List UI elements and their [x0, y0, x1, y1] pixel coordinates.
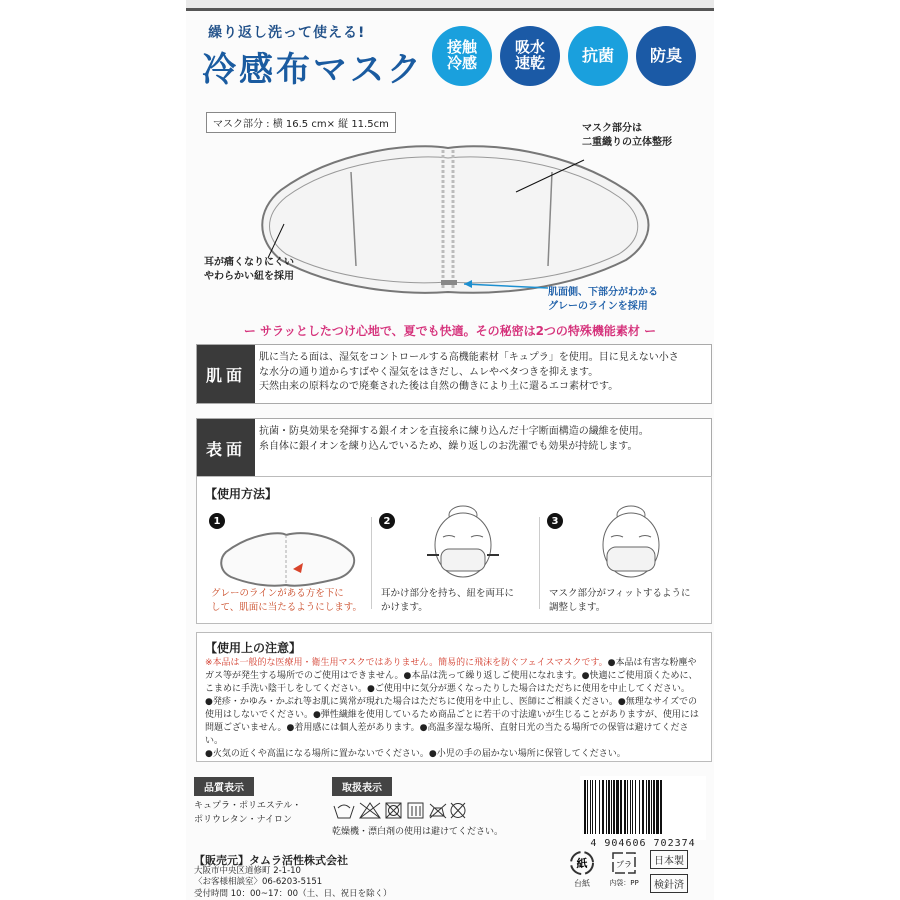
badge-label: 接触 冷感: [446, 38, 477, 72]
usage-section: [196, 476, 712, 624]
note-line: マスク部分は: [582, 123, 642, 134]
gray-line-marker: [441, 280, 457, 285]
barcode-bar: [587, 780, 588, 834]
no-bleach-icon: [360, 803, 380, 818]
barcode-bar: [608, 780, 610, 834]
caution-line: 問題ございません。●着用感には個人差があります。●高温多湿な場所、直射日光の当たる場所での保管は避けてください。: [205, 723, 689, 747]
seller-info: [194, 866, 392, 900]
feature-line: 天然由来の原料なので廃棄された後は自然の働きにより土に還るエコ素材です。: [259, 381, 619, 392]
feature-line: 抗菌・防臭効果を発揮する銀イオンを直接糸に練り込んだ十字断面構造の繊維を使用。: [259, 426, 649, 437]
face-with-mask-icon: [571, 501, 691, 581]
note-line: やわらかい紐を採用: [204, 271, 294, 282]
barcode-bar: [648, 780, 650, 834]
feature-text: [259, 425, 705, 454]
feature-line: 肌に当たる面は、湿気をコントロールする高機能素材「キュプラ」を使用。目に見えない小さ: [259, 352, 679, 363]
step-number: 1: [209, 513, 225, 529]
note-strap: [204, 256, 294, 284]
barcode-bar: [632, 780, 633, 834]
face-with-mask-icon: [403, 501, 523, 581]
note-line: 耳が痛くなりにくい: [204, 257, 294, 268]
mask-small-icon: [211, 527, 361, 587]
badge-quick-dry: [500, 26, 560, 86]
seller-line: 大阪市中央区道修町 2-1-10: [194, 866, 301, 876]
product-title: 冷感布マスク: [202, 50, 424, 90]
top-bar-line: [186, 8, 714, 11]
usage-title: 【使用方法】: [205, 487, 278, 501]
note-structure: [582, 122, 672, 150]
note-gray-line: [548, 286, 658, 313]
quality-text: [194, 800, 301, 827]
badge-deodorant: [636, 26, 696, 86]
caution-line: 使用はしないでください。●弾性繊維を使用しているため商品ごとに若干の寸法違いが生じることがありますが、使用には: [205, 710, 699, 721]
barcode-bar: [630, 780, 631, 834]
feature-text: [259, 351, 705, 395]
step-text: [211, 587, 362, 616]
barcode-bar: [595, 780, 596, 834]
caution-line: ガス等が発生する場所でのご使用はできません。●本品は洗って繰り返しご使用になれます。●快適にご使用頂くために、: [205, 671, 698, 682]
barcode-bar: [592, 780, 593, 834]
caution-line: こまめに手洗い陰干しをしてください。●ご使用中に気分が悪くなったりした場合はただちに使用を中止してください。: [205, 684, 690, 695]
no-iron-icon: [430, 804, 446, 818]
barcode-bar: [635, 780, 636, 834]
barcode-bar: [611, 780, 612, 834]
barcode-bar: [599, 780, 600, 834]
step-number: 2: [379, 513, 395, 529]
plastic-recycle-icon: [610, 850, 638, 876]
barcode-icon: [580, 776, 706, 840]
barcode-bar: [590, 780, 591, 834]
barcode-bar: [602, 780, 604, 834]
usage-step-2: [373, 507, 537, 619]
caution-text: [205, 657, 705, 761]
badge-label: 防臭: [649, 45, 682, 65]
barcode-bar: [639, 780, 640, 834]
barcode-bar: [646, 780, 647, 834]
step-line: グレーのラインがある方を下に: [211, 588, 344, 599]
step-line: 耳かけ部分を持ち、紐を両耳に: [381, 588, 515, 599]
handling-heading: 取扱表示: [332, 777, 392, 796]
badge-antibacterial: [568, 26, 628, 86]
step-line: して、肌面に当たるようにします。: [211, 602, 363, 614]
paper-recycle-icon: [568, 850, 596, 876]
seller-heading: 【販売元】タムラ活性株式会社: [194, 854, 348, 867]
step-line: マスク部分がフィットするように: [549, 588, 691, 599]
paper-recycle-mark: [566, 850, 598, 889]
feature-label: 表面: [197, 419, 255, 477]
note-line: 二重織りの立体整形: [582, 137, 672, 148]
caution-section: [196, 632, 712, 762]
usage-step-3: [541, 507, 705, 619]
step-text: [549, 587, 690, 616]
badge-contact-cool: [432, 26, 492, 86]
paper-mark-text: 紙: [576, 857, 588, 870]
made-in-japan: 日本製: [650, 850, 688, 869]
seller-line: 〈お客様相談室〉06-6203-5151: [194, 877, 323, 888]
needle-inspected: 検針済: [650, 874, 688, 893]
line-dry-icon: [408, 803, 423, 818]
mask-outline: [262, 146, 648, 293]
caution-line: [205, 657, 705, 670]
no-dry-clean-icon: [451, 803, 465, 818]
barcode-bar: [613, 780, 615, 834]
handling-note: 乾燥機・漂白剤の使用は避けてください。: [332, 827, 504, 837]
barcode-bar: [606, 780, 607, 834]
step-divider: [371, 517, 372, 609]
badge-label: 吸水 速乾: [514, 38, 545, 72]
quality-line: ポリウレタン・ナイロン: [194, 814, 293, 825]
feature-outer-side: [196, 418, 712, 478]
barcode-bar: [656, 780, 659, 834]
barcode-number: 4 904606 702374: [590, 838, 696, 849]
caution-title: 【使用上の注意】: [205, 641, 302, 655]
right-margin: [714, 0, 900, 900]
feature-line: 糸自体に銀イオンを練り込んでいるため、繰り返しのお洗濯でも効果が持続します。: [259, 440, 638, 452]
barcode-bar: [660, 780, 662, 834]
tagline: ー サラッとしたつけ心地で、夏でも快適。その秘密は2つの特殊機能素材 ー: [243, 324, 657, 338]
step-divider: [539, 517, 540, 609]
caution-line: ●火気の近くや高温になる場所に置かないでください。●小児の手の届かない場所に保管してください。: [205, 749, 626, 760]
barcode-bar: [624, 780, 626, 834]
step-line: かけます。: [381, 602, 428, 614]
plastic-mark-text: プラ: [616, 860, 632, 869]
plastic-label: 内袋：PP: [609, 879, 639, 887]
top-bar: [186, 0, 714, 8]
size-label: マスク部分 : 横 16.5 cm× 縦 11.5cm: [206, 112, 396, 133]
product-subtitle: 繰り返し洗って使える!: [208, 25, 366, 41]
plastic-recycle-mark: [606, 850, 642, 888]
caution-line: ●発疹・かゆみ・かぶれ等お肌に異常が現れた場合はただちに使用を中止し、医師にご相談ください。●無理なサイズでの: [205, 697, 697, 708]
step-text: [381, 587, 514, 616]
caution-warning: ※本品は一般的な医療用・衛生用マスクではありません。簡易的に飛沫を防ぐフェイスマスクです。: [205, 658, 608, 668]
care-symbols: [332, 800, 472, 820]
barcode-bar: [627, 780, 628, 834]
caution-line-text: ●本品は有害な粉塵や: [607, 658, 697, 668]
feature-label: 肌面: [197, 345, 255, 403]
barcode-bar: [642, 780, 644, 834]
quality-heading: 品質表示: [194, 777, 254, 796]
barcode-bar: [651, 780, 652, 834]
paper-label: 台紙: [574, 879, 590, 888]
badge-label: 抗菌: [581, 45, 614, 65]
seller-line: 受付時間 10：00~17：00（土、日、祝日を除く）: [194, 888, 392, 899]
barcode-bar: [620, 780, 622, 834]
step-line: 調整します。: [549, 602, 606, 614]
quality-line: キュプラ・ポリエステル・: [194, 801, 302, 811]
feature-skin-side: [196, 344, 712, 404]
note-line: 肌面側、下部分がわかる: [548, 287, 658, 298]
usage-step-1: [203, 507, 367, 619]
left-margin: [0, 0, 186, 900]
step-number: 3: [547, 513, 563, 529]
no-tumble-dry-icon: [386, 803, 401, 818]
hand-wash-icon: [334, 805, 354, 818]
feature-line: な水分の通り道からすばやく湿気をはきだし、ムレやベタつきを抑えます。: [259, 366, 599, 378]
barcode-bar: [584, 780, 586, 834]
package-card: [186, 0, 714, 900]
note-line: グレーのラインを採用: [548, 300, 648, 312]
barcode-bar: [616, 780, 619, 834]
barcode-bar: [653, 780, 655, 834]
